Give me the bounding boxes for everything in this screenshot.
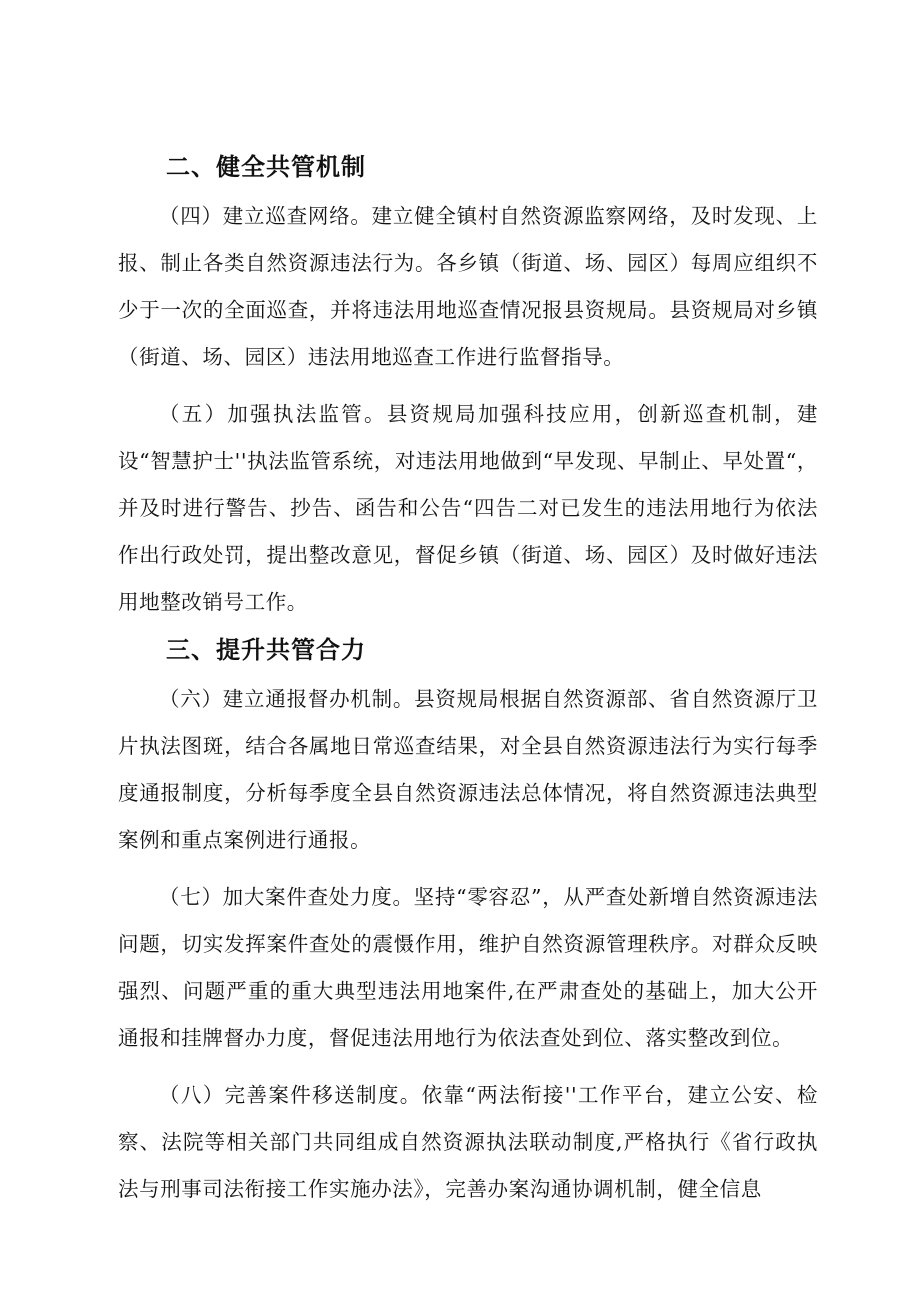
paragraph-6: （六）建立通报督办机制。县资规局根据自然资源部、省自然资源厅卫片执法图斑，结合各属地日常巡查结果，对全县自然资源违法行为实行每季度通报制度，分析每季度全县自然资源违法总体情况，将自然资源违法典型案例和重点案例进行通报。	[118, 687, 818, 852]
section-heading-2: 二、健全共管机制	[166, 153, 366, 181]
document-body	[118, 145, 818, 1213]
section-heading-3: 三、提升共管合力	[166, 636, 366, 664]
paragraph-4: （四）建立巡查网络。建立健全镇村自然资源监察网络，及时发现、上报、制止各类自然资源违法行为。各乡镇（街道、场、园区）每周应组织不少于一次的全面巡查，并将违法用地巡查情况报县资规局。县资规局对乡镇（街道、场、园区）违法用地巡查工作进行监督指导。	[118, 204, 818, 369]
paragraph-5: （五）加强执法监管。县资规局加强科技应用，创新巡查机制，建设“智慧护士''执法监管系统，对违法用地做到“早发现、早制止、早处置“，并及时进行警告、抄告、函告和公告“四告二对已发生的违法用地行为依法作出行政处罚，提出整改意见，督促乡镇（街道、场、园区）及时做好违法用地整改销号工作。	[118, 402, 818, 614]
paragraph-7: （七）加大案件查处力度。坚持“零容忍”，从严查处新增自然资源违法问题，切实发挥案件查处的震慑作用，维护自然资源管理秩序。对群众反映强烈、问题严重的重大典型违法用地案件,在严肃查处的基础上，加大公开通报和挂牌督办力度，督促违法用地行为依法查处到位、落实整改到位。	[118, 885, 818, 1050]
paragraph-8: （八）完善案件移送制度。依靠“两法衔接''工作平台，建立公安、检察、法院等相关部门共同组成自然资源执法联动制度,严格执行《省行政执法与刑事司法衔接工作实施办法》，完善办案沟通协调机制，健全信息	[118, 1083, 818, 1201]
